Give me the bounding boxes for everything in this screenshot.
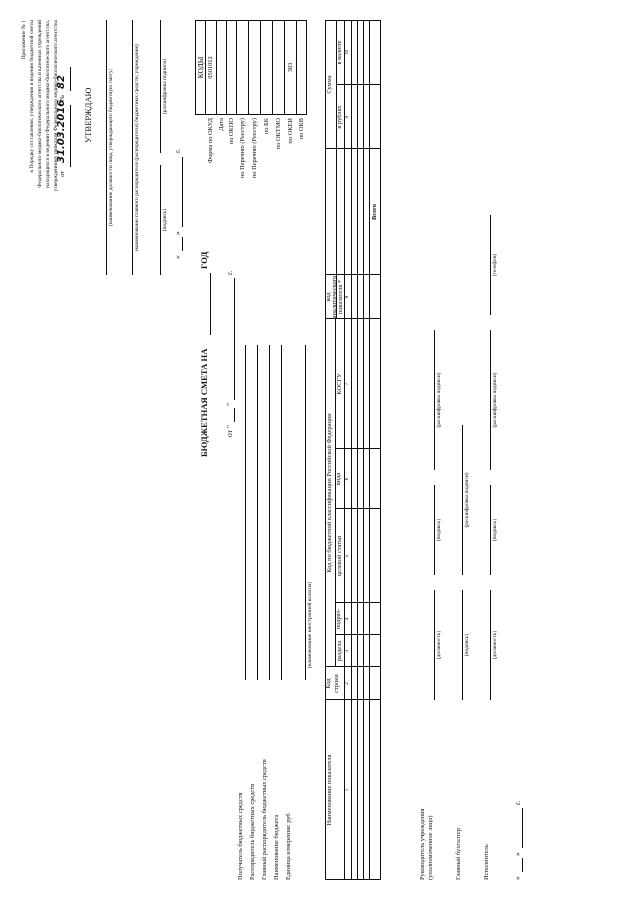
th-sum-rub: в рублях [336, 105, 343, 129]
title-date-mid: " [225, 402, 234, 406]
sig-executor-signature-caption: (подпись) [492, 518, 498, 542]
appendix-number-prefix: № [59, 94, 66, 101]
th-kosgu: КОСГУ [336, 373, 343, 395]
approval-date-close: » [173, 231, 182, 235]
code-label-bk: по БК [263, 118, 270, 135]
currency-caption: (наименование иностранной валюты) [307, 581, 313, 669]
appendix-line-5: утвержденному приказом Федерального медико-биологического агентства [53, 20, 59, 192]
col-num-4: 4 [344, 617, 350, 621]
th-analytic-1: код [325, 292, 332, 302]
approval-caption-org: наименование главного распорядителя (распорядителя) бюджетных средств; учреждения) [134, 44, 140, 251]
appendix-number-value: 82 [56, 75, 67, 89]
field-budget-name: Наименование бюджета [273, 814, 280, 880]
col-num-1: 1 [344, 788, 350, 792]
code-label-okv: по ОКВ [298, 118, 305, 140]
approval-caption-position: (наименование должности лица, утверждающего бюджетную смету; [108, 68, 114, 227]
th-sum-currency: в валюте [336, 40, 343, 65]
col-num-9: 9 [344, 115, 350, 119]
code-label-okei: по ОКЕИ [287, 118, 294, 144]
col-num-2: 2 [344, 682, 350, 685]
code-label-register-1: по Перечню (Реестру) [239, 118, 246, 179]
sig-executor: Исполнитель [483, 844, 490, 880]
appendix-line-3: Федерального медико-биологического агентства и казенных учреждений [37, 20, 43, 188]
th-target-article: целевой статьи [336, 535, 343, 577]
approval-caption-decoding: (расшифровка подписи) [162, 58, 168, 115]
field-manager: Распорядитель бюджетных средств [249, 783, 256, 880]
col-num-3: 3 [344, 649, 350, 653]
title-date-prefix: от " [225, 424, 234, 437]
th-budget-classification: Код по бюджетной классификации Российской Федерации [326, 413, 333, 573]
document-title-year: ГОД [199, 251, 209, 269]
sig-head-decoding-caption: (расшифровка подписи) [436, 372, 442, 428]
sig-date-year: г. [513, 800, 522, 805]
appendix-line-2: к Порядку составления, утверждения и ведения бюджетной сметы [29, 20, 35, 173]
sig-accountant: Главный бухгалтер [455, 828, 462, 880]
th-row-code-2: строки [333, 674, 340, 693]
sig-head-1: Руководитель учреждения [419, 808, 426, 880]
sig-head-signature-caption: (подпись) [436, 518, 442, 542]
th-expense-type-1: вида [335, 472, 342, 486]
code-label-register-2: по Перечню (Реестру) [251, 118, 258, 179]
sig-executor-phone-caption: (телефон) [492, 253, 498, 277]
code-label-date: Дата [218, 118, 225, 131]
col-num-10: 10 [344, 49, 350, 56]
approval-caption-signature: (подпись) [162, 208, 168, 232]
field-recipient: Получатель бюджетных средств [237, 792, 244, 880]
th-section: раздела [336, 640, 343, 662]
col-num-5: 5 [344, 554, 350, 558]
appendix-date-prefix: от [59, 171, 66, 177]
sig-executor-position-caption: (должность) [492, 630, 498, 660]
approval-date-year: г. [173, 148, 182, 153]
appendix-line-4: находящихся в ведении Федерального медико-биологического агентства, [45, 20, 51, 188]
col-num-6: 6 [344, 477, 350, 481]
code-label-okpo: по ОКПО [228, 118, 235, 145]
code-value-okei: 383 [287, 62, 294, 73]
sig-accountant-signature-caption: (подпись) [464, 633, 470, 657]
th-indicator-name: Наименование показателя [326, 754, 333, 826]
approval-date-open: « [173, 255, 182, 259]
approval-title: УТВЕРЖДАЮ [83, 87, 93, 143]
table-total-label: Всего [371, 204, 378, 220]
title-date-suffix: г. [225, 270, 234, 275]
sig-head-2: (уполномоченное лицо) [427, 815, 434, 880]
sig-head-position-caption: (должность) [436, 630, 442, 660]
th-subsection-1: подраз- [335, 608, 342, 630]
sig-executor-decoding-caption: (расшифровка подписи) [492, 372, 498, 428]
th-analytic-3: показателя * [337, 279, 344, 315]
sig-accountant-decoding-caption: (расшифровка подписи) [464, 472, 470, 528]
document-title: БЮДЖЕТНАЯ СМЕТА НА [199, 348, 209, 457]
code-label-okud: Форма по ОКУД [207, 118, 214, 163]
th-sum: Сумма [326, 75, 333, 94]
sig-date-open: « [513, 876, 522, 880]
appendix-line-1: Приложение № 1 [21, 20, 27, 60]
code-label-oktmo: по ОКТМО [275, 118, 282, 150]
field-unit: Единица измерения: руб [285, 813, 292, 880]
codes-header: КОДЫ [196, 56, 205, 79]
appendix-date-value: 31.03.2016 [56, 99, 67, 163]
code-value-okud: 0501012 [207, 56, 214, 79]
col-num-7: 7 [344, 382, 350, 386]
th-row-code-1: Код [325, 678, 332, 689]
th-analytic-2: аналитического [331, 275, 338, 319]
sig-date-close: » [513, 852, 522, 856]
col-num-8: 8 [344, 295, 350, 299]
field-chief-manager: Главный распорядитель бюджетных средств [261, 759, 268, 880]
